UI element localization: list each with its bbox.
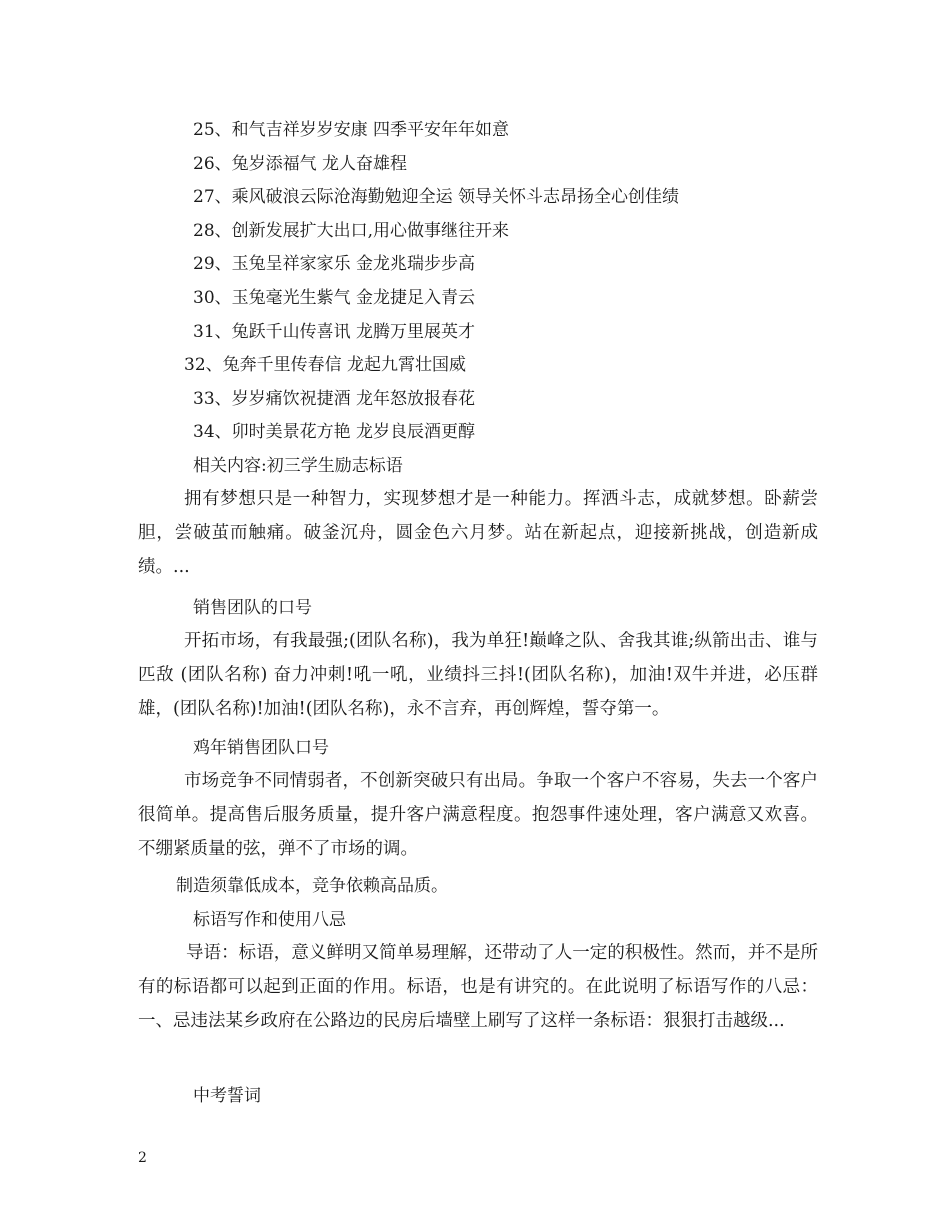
- slogan-item: 31、兔跃千山传喜讯 龙腾万里展英才: [193, 322, 476, 342]
- section-heading: 中考誓词: [193, 1086, 261, 1106]
- body-paragraph: 拥有梦想只是一种智力，实现梦想才是一种能力。挥洒斗志，成就梦想。卧薪尝胆，尝破茧而触痛。破釜沉舟，圆金色六月梦。站在新起点，迎接新挑战，创造新成绩。...: [138, 489, 818, 577]
- body-line: 制造须靠低成本，竞争依赖高品质。: [176, 876, 448, 896]
- slogan-item: 34、卯时美景花方艳 龙岁良辰酒更醇: [193, 422, 476, 442]
- slogan-item: 27、乘风破浪云际沧海勤勉迎全运 领导关怀斗志昂扬全心创佳绩: [193, 187, 680, 207]
- body-paragraph: 开拓市场，有我最强;(团队名称)，我为单狂!巅峰之队、舍我其谁;纵箭出击、谁与匹敌 (团队名称) 奋力冲刺!吼一吼，业绩抖三抖!(团队名称)，加油!双牛并进，必压群雄，(团队名称)!加油!(团队名称)，永不言弃，再创辉煌，誓夺第一。: [138, 631, 818, 719]
- section-heading: 标语写作和使用八忌: [193, 910, 346, 930]
- slogan-item: 26、兔岁添福气 龙人奋雄程: [193, 154, 408, 174]
- related-content-label: 相关内容:初三学生励志标语: [193, 456, 403, 476]
- section-heading: 鸡年销售团队口号: [193, 738, 329, 758]
- body-paragraph: 导语：标语，意义鲜明又简单易理解，还带动了人一定的积极性。然而，并不是所有的标语都可以起到正面的作用。标语，也是有讲究的。在此说明了标语写作的八忌：一、忌违法某乡政府在公路边的民房后墙壁上刷写了这样一条标语：狠狠打击越级...: [138, 943, 818, 1031]
- slogan-item: 30、玉兔毫光生紫气 金龙捷足入青云: [193, 288, 476, 308]
- slogan-item: 25、和气吉祥岁岁安康 四季平安年年如意: [193, 120, 510, 140]
- slogan-item: 29、玉兔呈祥家家乐 金龙兆瑞步步高: [193, 254, 476, 274]
- slogan-item: 32、兔奔千里传春信 龙起九霄壮国威: [184, 355, 467, 375]
- page-number: 2: [138, 1150, 147, 1166]
- body-paragraph: 市场竞争不同情弱者，不创新突破只有出局。争取一个客户不容易，失去一个客户很简单。提高售后服务质量，提升客户满意程度。抱怨事件速处理，客户满意又欢喜。不绷紧质量的弦，弹不了市场的调。: [138, 771, 818, 859]
- slogan-item: 28、创新发展扩大出口,用心做事继往开来: [193, 221, 510, 241]
- slogan-item: 33、岁岁痛饮祝捷酒 龙年怒放报春花: [193, 389, 476, 409]
- section-heading: 销售团队的口号: [193, 598, 312, 618]
